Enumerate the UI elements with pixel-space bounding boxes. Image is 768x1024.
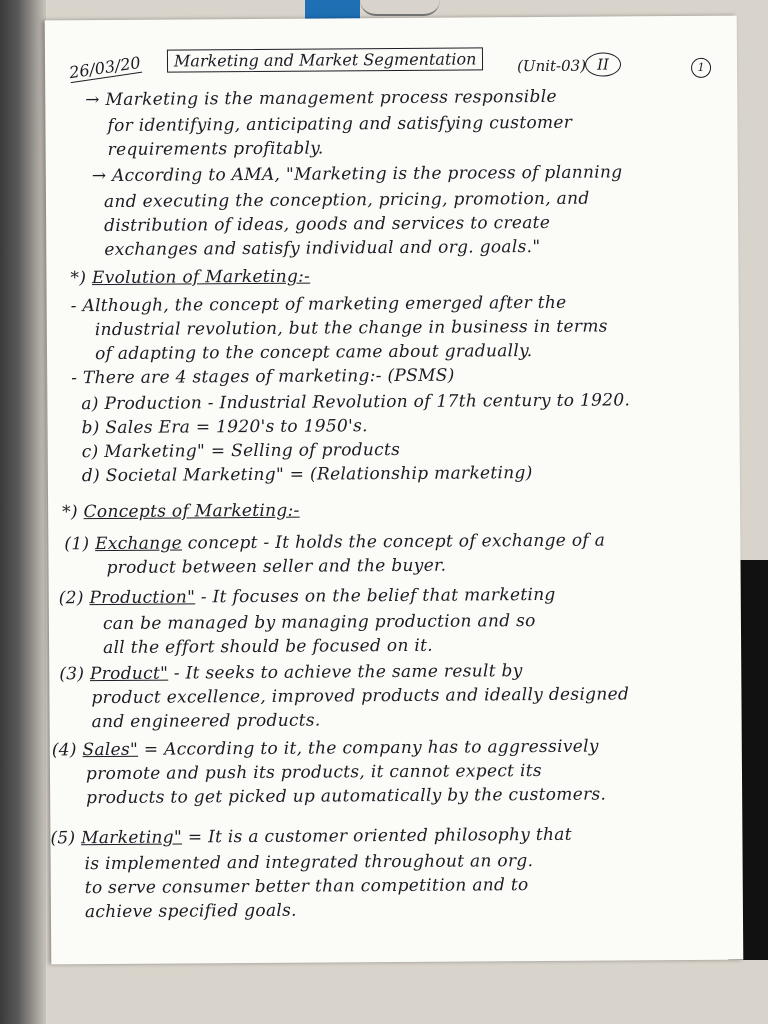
intro-line: exchanges and satisfy individual and org. goals." — [104, 236, 541, 261]
concept-number: (5) — [50, 828, 76, 849]
desk-left-edge — [0, 0, 46, 1024]
heading-bullet: *) — [62, 502, 84, 523]
concept-text: = According to it, the company has to aggressively — [138, 736, 599, 760]
notebook-page — [45, 16, 744, 965]
page-title: Marketing and Market Segmentation — [167, 47, 484, 72]
concept-text: = It is a customer oriented philosophy that — [182, 824, 572, 848]
concept-item-exchange — [64, 531, 605, 555]
concept-term: Product" — [89, 663, 169, 685]
intro-line: for identifying, anticipating and satisfying customer — [107, 112, 573, 136]
intro-line: and executing the conception, pricing, promotion, and — [103, 188, 590, 213]
concept-text: - It seeks to achieve the same result by — [168, 661, 523, 684]
heading-bullet: *) — [70, 268, 93, 289]
concept-line: achieve specified goals. — [84, 900, 297, 923]
concept-number: (3) — [59, 664, 85, 685]
intro-line: → According to AMA, "Marketing is the process of planning — [91, 162, 623, 187]
concept-line: products to get picked up automatically by the customers. — [86, 784, 607, 809]
section-heading-concepts — [62, 501, 300, 523]
concept-term: Exchange — [95, 533, 183, 555]
stage-item: a) Production - Industrial Revolution of 17th century to 1920. — [81, 390, 631, 415]
concept-item-marketing — [50, 825, 572, 849]
evolution-line: - Although, the concept of marketing emerged after the — [70, 292, 567, 317]
intro-line: requirements profitably. — [107, 138, 324, 160]
concept-line: product between seller and the buyer. — [106, 555, 447, 579]
concept-term: Production" — [89, 587, 196, 609]
concept-line: to serve consumer better than competition and to — [84, 875, 529, 899]
intro-line: distribution of ideas, goods and services to create — [104, 212, 551, 237]
concept-term: Sales" — [82, 739, 139, 761]
concept-line: promote and push its products, it cannot expect its — [85, 760, 542, 785]
stage-item: d) Societal Marketing" = (Relationship marketing) — [81, 463, 533, 487]
concept-term: Marketing" — [81, 827, 183, 849]
page-number: 1 — [691, 58, 711, 78]
cable — [360, 0, 440, 16]
concept-number: (1) — [64, 534, 90, 555]
heading-text: Concepts of Marketing:- — [83, 500, 300, 523]
evolution-line: of adapting to the concept came about gradually. — [94, 341, 533, 365]
unit-label: (Unit-03) — [516, 56, 587, 76]
concept-line: is implemented and integrated throughout an org. — [84, 851, 534, 875]
concept-item-sales — [52, 737, 599, 761]
concept-number: (2) — [58, 588, 84, 609]
evolution-line: - There are 4 stages of marketing:- (PSMS) — [71, 365, 455, 389]
section-heading-evolution — [70, 267, 310, 289]
intro-line: → Marketing is the management process responsible — [85, 86, 557, 111]
heading-text: Evolution of Marketing:- — [91, 266, 311, 289]
page-date: 26/03/20 — [67, 52, 142, 83]
concept-line: all the effort should be focused on it. — [103, 635, 434, 659]
unit-number: II — [585, 52, 621, 76]
concept-item-production — [59, 585, 556, 608]
concept-item-product — [59, 661, 522, 684]
stage-item: b) Sales Era = 1920's to 1950's. — [81, 416, 368, 439]
concept-line: and engineered products. — [91, 710, 321, 733]
concept-text: - It focuses on the belief that marketing — [195, 584, 556, 608]
stage-item: c) Marketing" = Selling of products — [81, 439, 401, 463]
concept-number: (4) — [51, 740, 77, 761]
evolution-line: industrial revolution, but the change in business in terms — [94, 316, 608, 341]
concept-line: can be managed by managing production and so — [102, 611, 536, 635]
concept-line: product excellence, improved products and ideally designed — [91, 684, 630, 709]
concept-text: concept - It holds the concept of exchange of a — [181, 530, 606, 554]
